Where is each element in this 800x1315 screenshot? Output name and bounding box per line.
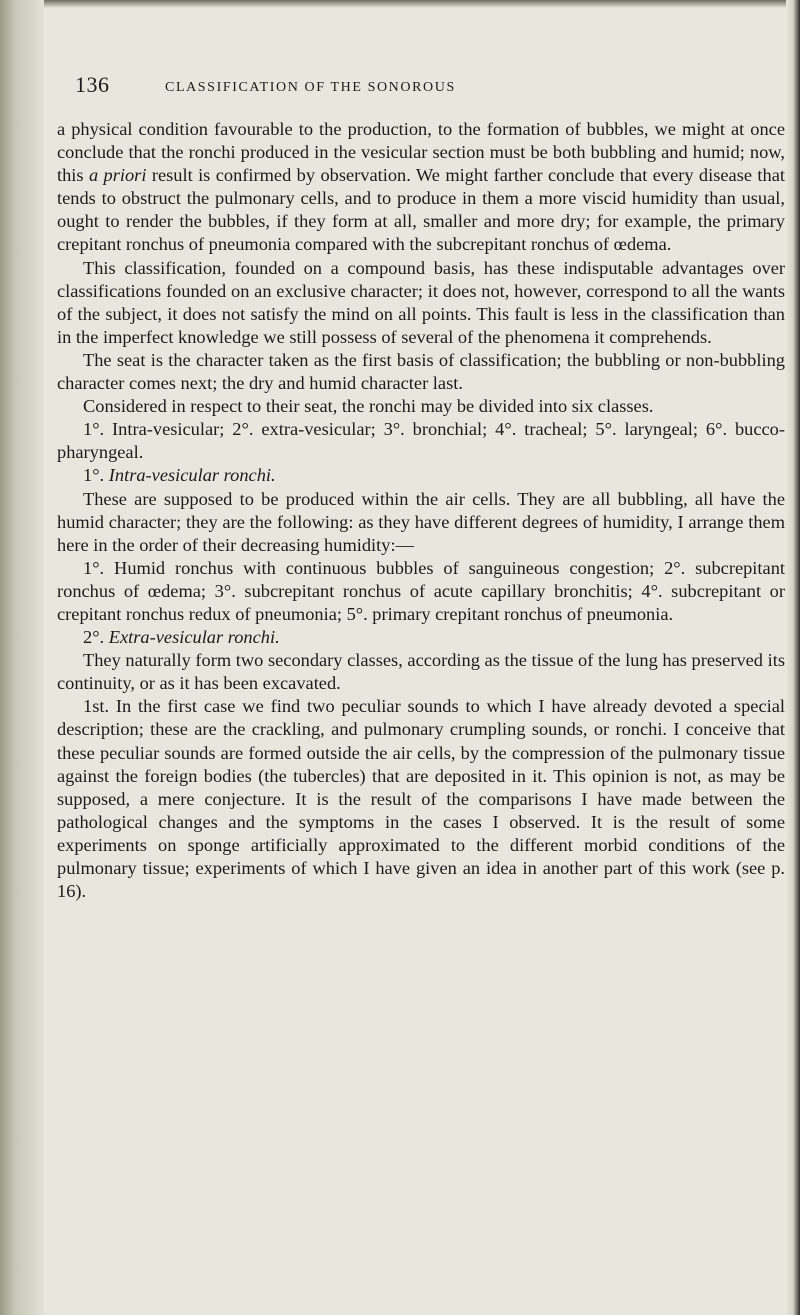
section-heading-intra-vesicular: [57, 464, 785, 487]
page-number: 136: [75, 72, 110, 97]
section-title: Intra-vesicular ronchi.: [108, 465, 276, 486]
section-number: 2°.: [83, 627, 105, 648]
running-head: [75, 72, 775, 106]
running-title: CLASSIFICATION OF THE SONOROUS: [165, 80, 456, 95]
paragraph-1-start: a physical condition favourable to the production, to the formation of bubbles, we might at once conclude that the ronchi produced in the vesicular section must be both bubbling and humid; now, this: [57, 119, 785, 186]
paragraph-extra-vesicular: They naturally form two secondary classes, according as the tissue of the lung has preserved its continuity, or as it has been excavated.: [57, 650, 785, 694]
section-number: 1°.: [83, 465, 105, 486]
class-list: 1°. Intra-vesicular; 2°. extra-vesicular; 3°. bronchial; 4°. tracheal; 5°. laryngeal; 6°. bucco-pharyngeal.: [57, 419, 785, 463]
paragraph-1-end: result is confirmed by observation. We might farther conclude that every disease that tends to obstruct the pulmonary cells, and to produce in them a more viscid humidity than usual, ought to render the bubbles, if they form at all, smaller and more dry; for example, the primary crepitant ronchus of pneumonia compared with the subcrepitant ronchus of œdema.: [57, 165, 785, 255]
page-right-edge: [786, 0, 800, 1315]
book-gutter: [0, 0, 44, 1315]
paragraph-1: [57, 118, 785, 257]
paragraph-4: Considered in respect to their seat, the ronchi may be divided into six classes.: [83, 396, 654, 417]
paragraph-first-case: 1st. In the first case we find two peculiar sounds to which I have already devoted a special description; these are the crackling, and pulmonary crumpling sounds, or ronchi. I conceive that these peculiar sounds are formed outside the air cells, by the compression of the pulmonary tissue against the foreign bodies (the tubercles) that are deposited in it. This opinion is not, as may be supposed, a mere conjecture. It is the result of the comparisons I have made between the pathological changes and the symptoms in the cases I observed. It is the result of some experiments on sponge artificially approximated to the different morbid conditions of the pulmonary tissue; experiments of which I have given an idea in another part of this work (see p. 16).: [57, 696, 785, 902]
a-priori-phrase: a priori: [88, 165, 147, 186]
paragraph-3: The seat is the character taken as the first basis of classification; the bubbling or non-bubbling character comes next; the dry and humid character last.: [57, 349, 785, 394]
paragraph-intra-vesicular: These are supposed to be produced within the air cells. They are all bubbling, all have the humid character; they are the following: as they have different degrees of humidity, I arrange them here in the order of their decreasing humidity:—: [57, 488, 785, 555]
section-heading-extra-vesicular: [57, 626, 785, 649]
paragraph-2: This classification, founded on a compound basis, has these indisputable advantages over classifications founded on an exclusive character; it does not, however, correspond to all the wants of the subject, it does not satisfy the mind on all points. This fault is less in the classification than in the imperfect knowledge we still possess of several of the phenomena it comprehends.: [57, 257, 785, 347]
body-text: [57, 118, 785, 903]
humidity-list: 1°. Humid ronchus with continuous bubbles of sanguineous congestion; 2°. subcrepitant ronchus of œdema; 3°. subcrepitant ronchus of acute capillary bronchitis; 4°. subcrepitant or crepitant ronchus redux of pneumonia; 5°. primary crepitant ronchus of pneumonia.: [57, 557, 785, 624]
page-top-shadow: [0, 0, 800, 8]
section-title: Extra-vesicular ronchi.: [108, 627, 280, 648]
